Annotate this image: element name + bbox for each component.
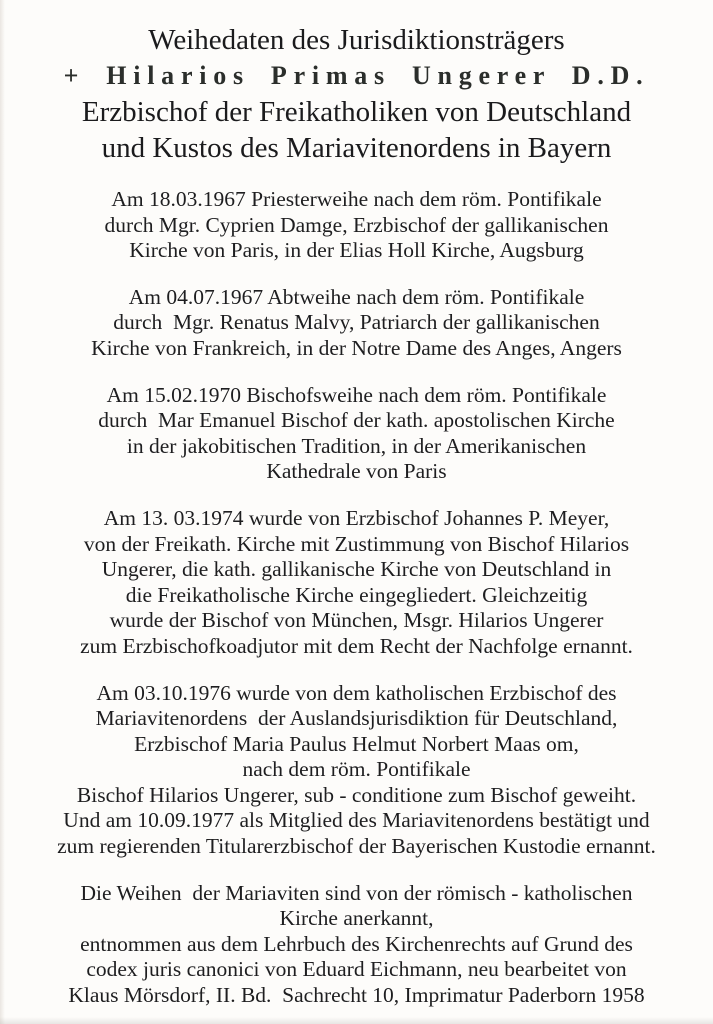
header-title-role-1: Erzbischof der Freikatholiken von Deutschland — [81, 96, 632, 128]
document-header — [0, 0, 713, 166]
text-line: zum Erzbischofkoadjutor mit dem Recht der Nachfolge ernannt. — [80, 633, 633, 658]
text-line: Mariavitenordens der Auslandsjurisdiktion für Deutschland, — [95, 706, 618, 731]
text-line: Ungerer, die kath. gallikanische Kirche von Deutschland in — [101, 557, 612, 582]
text-line: Kathedrale von Paris — [266, 459, 447, 484]
text-line: Kirche von Frankreich, in der Notre Dame des Anges, Angers — [91, 335, 622, 360]
paragraph-weihe-1976 — [40, 681, 673, 860]
scan-edge-left — [0, 0, 5, 1024]
text-line: durch Mgr. Renatus Malvy, Patriarch der gallikanischen — [113, 310, 600, 335]
text-line: durch Mar Emanuel Bischof der kath. apostolischen Kirche — [98, 408, 615, 433]
text-line: Bischof Hilarios Ungerer, sub - conditione zum Bischof geweiht. — [76, 782, 637, 807]
text-line: Am 13. 03.1974 wurde von Erzbischof Johannes P. Meyer, — [103, 505, 610, 530]
text-line: Am 04.07.1967 Abtweihe nach dem röm. Pontifikale — [128, 284, 585, 309]
paragraph-eingliederung-1974 — [40, 506, 673, 660]
text-line: die Freikatholische Kirche eingegliedert. Gleichzeitig — [125, 582, 588, 607]
text-line: Am 15.02.1970 Bischofsweihe nach dem röm. Pontifikale — [106, 382, 607, 407]
header-title-role-2: und Kustos des Mariavitenordens in Bayern — [101, 132, 612, 164]
paragraph-priesterweihe-1967 — [40, 187, 673, 264]
text-line: von der Freikath. Kirche mit Zustimmung von Bischof Hilarios — [83, 531, 630, 556]
paragraph-bischofsweihe-1970 — [40, 383, 673, 485]
text-line: Am 03.10.1976 wurde von dem katholischen Erzbischof des — [96, 680, 617, 705]
text-line: in der jakobitischen Tradition, in der Amerikanischen — [126, 433, 587, 458]
text-line: wurde der Bischof von München, Msgr. Hilarios Ungerer — [109, 608, 604, 633]
text-line: zum regierenden Titularerzbischof der Bayerischen Kustodie ernannt. — [57, 834, 656, 859]
text-line: Am 18.03.1967 Priesterweihe nach dem röm. Pontifikale — [111, 187, 602, 211]
text-line: Klaus Mörsdorf, II. Bd. Sachrecht 10, Imprimatur Paderborn 1958 — [68, 983, 645, 1008]
text-line: Erzbischof Maria Paulus Helmut Norbert Maas om, — [134, 731, 579, 756]
paragraph-anerkennung-quelle — [40, 881, 673, 1009]
text-line: Kirche anerkannt, — [279, 906, 434, 931]
text-line: nach dem röm. Pontifikale — [242, 757, 471, 782]
text-line: entnommen aus dem Lehrbuch des Kirchenrechts auf Grund des — [80, 931, 633, 956]
scan-edge-bottom — [0, 1017, 713, 1024]
header-title: Weihedaten des Jurisdiktionsträgers — [148, 24, 565, 56]
document-body — [0, 187, 713, 1009]
header-bishop-name: + Hilarios Primas Ungerer D.D. — [63, 61, 650, 90]
text-line: durch Mgr. Cyprien Damge, Erzbischof der gallikanischen — [104, 212, 609, 237]
text-line: codex juris canonici von Eduard Eichmann, neu bearbeitet von — [86, 957, 627, 982]
text-line: Die Weihen der Mariaviten sind von der römisch - katholischen — [80, 880, 633, 905]
text-line: Und am 10.09.1977 als Mitglied des Mariavitenordens bestätigt und — [63, 808, 650, 833]
text-line: Kirche von Paris, in der Elias Holl Kirche, Augsburg — [129, 238, 584, 263]
paragraph-abtweihe-1967 — [40, 285, 673, 362]
